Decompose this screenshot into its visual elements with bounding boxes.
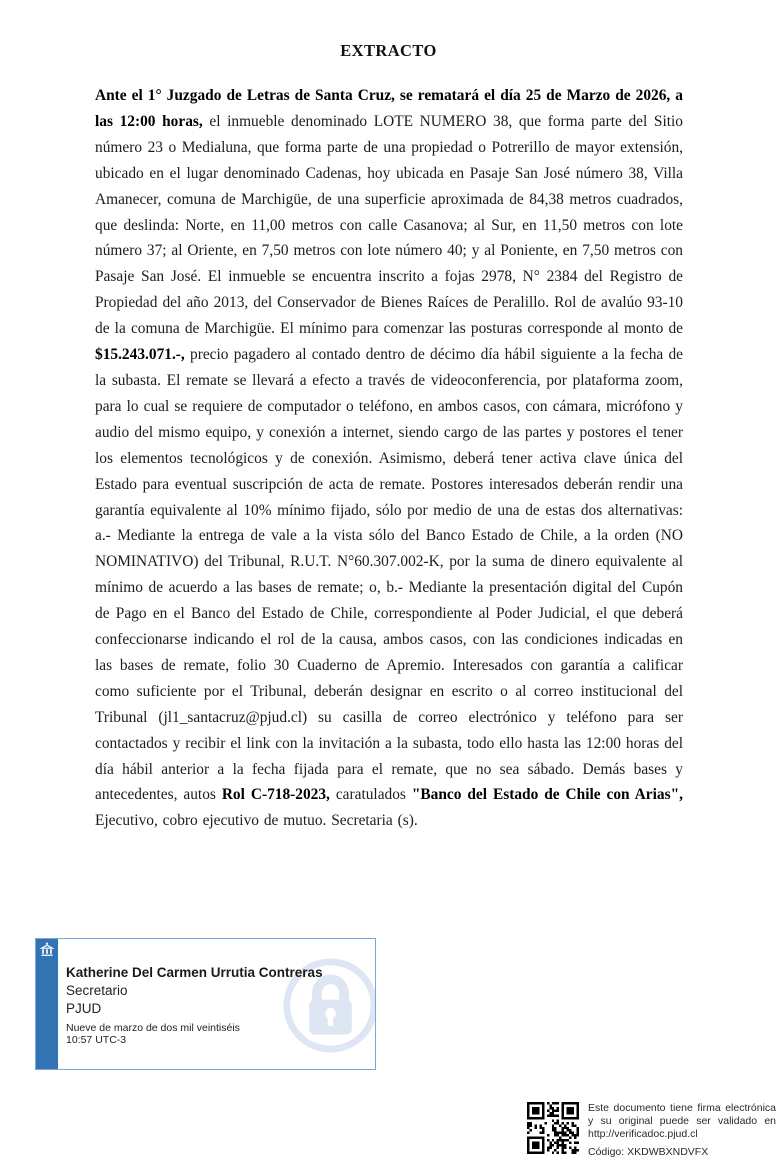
signature-time: 10:57 UTC-3	[66, 1034, 127, 1046]
signer-name: Katherine Del Carmen Urrutia Contreras	[66, 965, 323, 980]
paragraph-bold-segment: $15.243.071.-,	[95, 346, 185, 364]
verification-text: Este documento tiene firma electrónica y su original puede ser validado en http://verificadoc.pjud.cl	[588, 1102, 776, 1140]
qr-code-icon	[527, 1102, 579, 1154]
signature-date: Nueve de marzo de dos mil veintiséis	[66, 1022, 240, 1034]
paragraph-segment: Ejecutivo, cobro ejecutivo de mutuo. Secretaria (s).	[95, 812, 418, 830]
signer-role: Secretario	[66, 983, 128, 998]
paragraph-segment: precio pagadero al contado dentro de décimo día hábil siguiente a la fecha de la subasta. El remate se llevará a efecto a través de videoconferencia, por plataforma zoom, para lo cual se requiere de computador o teléfono, en ambos casos, con cámara, micrófono y audio del mismo equipo, y conexión a internet, siendo cargo de las partes y postores el tener los elementos tecnológicos y de conexión. Asimismo, deberá tener activa clave única del Estado para eventual suscripción de acta de remate. Postores interesados deberán rendir una garantía equivalente al 10% mínimo fijado, sólo por medio de una de estas dos alternativas: a.- Mediante la entrega de vale a la vista sólo del Banco Estado de Chile, a la orden (NO NOMINATIVO) del Tribunal, R.U.T. N°60.307.002-K, por la suma de dinero equivalente al mínimo de acuerdo a las bases de remate; o, b.- Mediante la presentación digital del Cupón de Pago en el Banco del Estado de Chile, correspondiente al Poder Judicial, el que deberá confeccionarse indicando el rol de la causa, ambos casos, con las condiciones indicadas en las bases de remate, folio 30 Cuaderno de Apremio. Interesados con garantía a calificar como suficiente por el Tribunal, deberán designar en escrito o al correo institucional del Tribunal (jl1_santacruz@pjud.cl) su casilla de correo electrónico y teléfono para ser contactados y recibir el link con la invitación a la subasta, todo ello hasta las 12:00 horas del día hábil anterior a la fecha fijada para el remate, que no sea sábado. Demás bases y antecedentes, autos	[95, 346, 683, 804]
document-title: EXTRACTO	[340, 41, 437, 60]
signature-stamp	[35, 938, 376, 1070]
paragraph-bold-segment: Rol C-718-2023,	[221, 786, 330, 804]
verification-code-label: Código:	[588, 1146, 625, 1158]
paragraph-bold-segment: Ante el 1° Juzgado de Letras de Santa Cruz, se rematará el día 25 de Marzo de 2026, a las 12:00 horas,	[95, 87, 683, 130]
signer-institution: PJUD	[66, 1001, 102, 1016]
legal-notice-paragraph	[95, 83, 683, 834]
signature-details	[66, 964, 369, 1046]
paragraph-segment: caratulados	[329, 786, 412, 804]
verification-code-value: XKDWBXNDVFX	[627, 1146, 709, 1158]
bank-icon	[36, 942, 58, 958]
verification-footer	[527, 1102, 777, 1159]
paragraph-segment: el inmueble denominado LOTE NUMERO 38, que forma parte del Sitio número 23 o Medialuna, que forma parte de una propiedad o Potrerillo de mayor extensión, ubicado en el lugar denominado Cadenas, hoy ubicada en Pasaje San José número 38, Villa Amanecer, comuna de Marchigüe, de una superficie aproximada de 84,38 metros cuadrados, que deslinda: Norte, en 11,00 metros con calle Casanova; al Sur, en 11,50 metros con lote número 37; al Oriente, en 7,50 metros con lote número 40; y al Poniente, en 7,50 metros con Pasaje San José. El inmueble se encuentra inscrito a fojas 2978, N° 2384 del Registro de Propiedad del año 2013, del Conservador de Bienes Raíces de Peralillo. Rol de avalúo 93-10 de la comuna de Marchigüe. El mínimo para comenzar las posturas corresponde al monto de	[95, 112, 683, 338]
signature-stamp-bar	[36, 939, 58, 1069]
verification-code	[588, 1146, 776, 1159]
paragraph-bold-segment: "Banco del Estado de Chile con Arias",	[411, 786, 683, 804]
